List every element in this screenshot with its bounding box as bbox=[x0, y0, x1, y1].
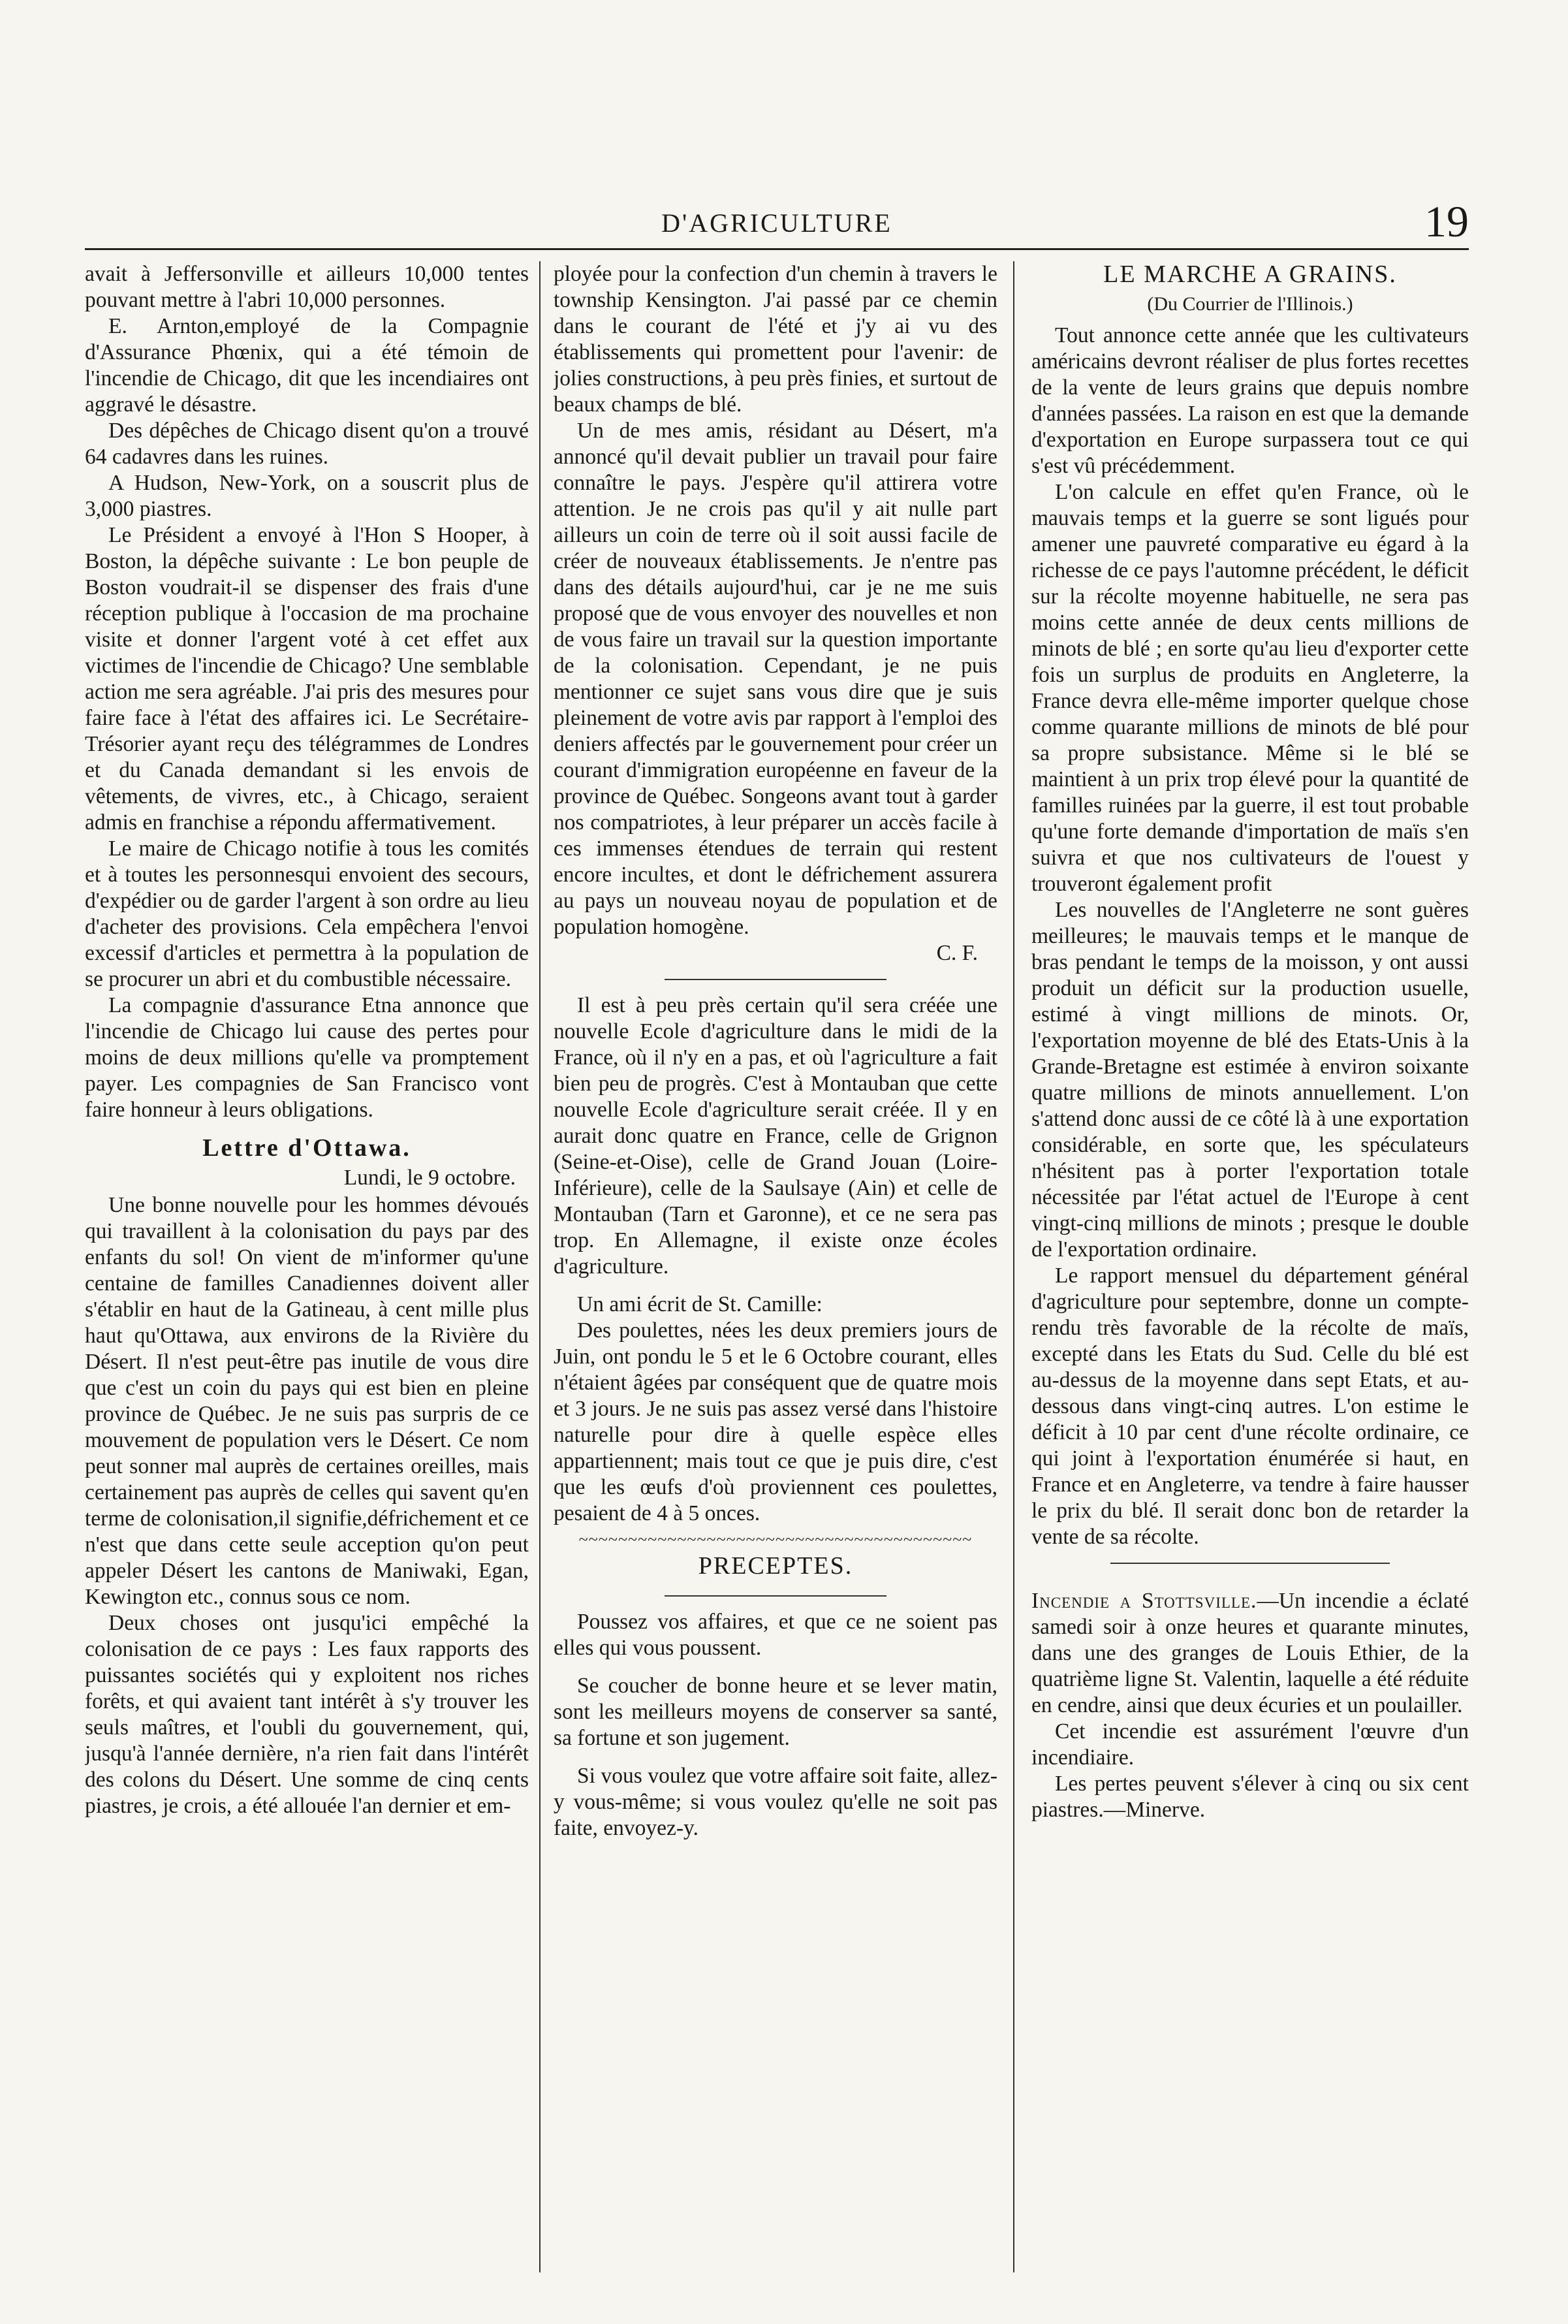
paragraph: Deux choses ont jusqu'ici empêché la colonisation de ce pays : Les faux rapports des puissantes sociétés qui y exploitent nos riches forêts, et qui avaient tant intérêt à s'y trouver les seuls maîtres, et l'oubli du gouvernement, qui, jusqu'à l'année dernière, n'a rien fait dans l'intérêt des colons du Désert. Une somme de cinq cents piastres, je crois, a été allouée l'an dernier et em- bbox=[85, 1611, 529, 1818]
section-heading: Lettre d'Ottawa. bbox=[202, 1134, 411, 1162]
section-heading: LE MARCHE A GRAINS. bbox=[1103, 261, 1397, 288]
dateline: Lundi, le 9 octobre. bbox=[343, 1166, 516, 1190]
paragraph: A Hudson, New-York, on a souscrit plus de 3,000 piastres. bbox=[85, 471, 529, 521]
running-title: D'AGRICULTURE bbox=[661, 208, 892, 238]
source-credit: (Du Courrier de l'Illinois.) bbox=[1147, 293, 1353, 315]
spacer bbox=[554, 1661, 997, 1673]
separator-rule bbox=[1031, 1550, 1469, 1576]
paragraph: Un de mes amis, résidant au Désert, m'a annoncé qu'il devait publier un travail pour faire connaître le pays. J'espère qu'il attirera votre attention. Je ne crois pas qu'il y ait nulle part ailleurs un coin de terre où il soit aussi facile de créer de nouveaux établissements. Je n'entre pas dans des détails aujourd'hui, car je ne me suis proposé que de vous envoyer des nouvelles et non de vous faire un travail sur la question importante de la colonisation. Cependant, je ne puis mentionner ce sujet sans vous dire que je suis pleinement de votre avis par rapport à l'emploi des deniers affectés par le gouvernement pour créer un courant d'immigration européenne en faveur de la province de Québec. Songeons avant tout à garder nos compatriotes, à leur préparer un accès facile à ces immenses étendues de terrain qui restent encore incultes, et dont le défrichement assurera au pays un nouveau noyau de population et de population homogène. bbox=[554, 419, 997, 939]
paragraph: Se coucher de bonne heure et se lever matin, sont les meilleurs moyens de conserver sa santé, sa fortune et son jugement. bbox=[554, 1674, 997, 1750]
page-number: 19 bbox=[1424, 197, 1469, 246]
paragraph: avait à Jeffersonville et ailleurs 10,000 tentes pouvant mettre à l'abri 10,000 personnes. bbox=[85, 262, 529, 312]
paragraph: Le Président a envoyé à l'Hon S Hooper, à Boston, la dépêche suivante : Le bon peuple de Boston voudrait-il se dispenser des frais d'une réception publique à l'occasion de ma prochaine visite et donner l'argent voté à cet effet aux victimes de l'incendie de Chicago? Une semblable action me sera agréable. J'ai pris des mesures pour faire face à l'état des affaires ici. Le Secrétaire-Trésorier ayant reçu des télégrammes de Londres et du Canada demandant si les envois de vêtements, de vivres, etc., à Chicago, seraient admis en franchise a répondu affermativement. bbox=[85, 523, 529, 835]
column-1 bbox=[85, 261, 529, 2272]
page-header bbox=[85, 193, 1469, 246]
spacer bbox=[1031, 1576, 1469, 1588]
wavy-separator: ~~~~~~~~~~~~~~~~~~~~~~~~~~~~~~~~~~~~~~~~ bbox=[578, 1530, 973, 1549]
spacer bbox=[85, 1123, 529, 1135]
column-3 bbox=[1031, 261, 1469, 2272]
separator-rule bbox=[554, 966, 997, 993]
spacer bbox=[554, 1751, 997, 1763]
paragraph: Des dépêches de Chicago disent qu'on a trouvé 64 cadavres dans les ruines. bbox=[85, 419, 529, 469]
news-item-body: —Un incendie a éclaté samedi soir à onze heures et quarante minutes, dans une des granges de Louis Ethier, de la quatrième ligne St. Valentin, laquelle a été réduite en cendre, ainsi que deux écuries et un poulailler. bbox=[1031, 1589, 1469, 1717]
paragraph: Les nouvelles de l'Angleterre ne sont guères meilleures; le mauvais temps et le manque de bras pendant le temps de la moisson, y ont aussi produit un déficit sur la production usuelle, estimé à vingt millions de minots. Or, l'exportation moyenne de blé des Etats-Unis à la Grande-Bretagne est estimée à environ soixante quatre millions de minots annuellement. L'on s'attend donc aussi de ce côté là à une exportation considérable, en sorte que, les spéculateurs n'hésitent pas à porter l'exportation totale nécessitée par l'état actuel de l'Europe à cent vingt-cinq millions de minots ; presque le double de l'exportation ordinaire. bbox=[1031, 898, 1469, 1262]
column-divider-2 bbox=[1013, 261, 1014, 2272]
paragraph: Un ami écrit de St. Camille: bbox=[577, 1292, 823, 1316]
paragraph: Le maire de Chicago notifie à tous les comités et à toutes les personnesqui envoient des secours, d'expédier ou de garder l'argent à son ordre au lieu d'acheter des provisions. Cela empêchera l'envoi excessif d'articles et permettra à la population de se procurer un abri et du combustible nécessaire. bbox=[85, 836, 529, 991]
paragraph: Si vous voulez que votre affaire soit faite, allez-y vous-même; si vous voulez qu'elle ne soit pas faite, envoyez-y. bbox=[554, 1764, 997, 1840]
spacer bbox=[554, 1280, 997, 1292]
separator-rule bbox=[554, 1583, 997, 1609]
paragraph: La compagnie d'assurance Etna annonce que l'incendie de Chicago lui cause des pertes pour moins de deux millions qu'elle va promptement payer. Les compagnies de San Francisco vont faire honneur à leurs obligations. bbox=[85, 993, 529, 1122]
paragraph bbox=[1031, 1588, 1469, 1719]
column-2 bbox=[554, 261, 997, 2272]
paragraph: Cet incendie est assurément l'œuvre d'un incendiaire. bbox=[1031, 1719, 1469, 1770]
paragraph: Les pertes peuvent s'élever à cinq ou six cent piastres.—Minerve. bbox=[1031, 1772, 1469, 1822]
paragraph: Il est à peu près certain qu'il sera créée une nouvelle Ecole d'agriculture dans le midi de la France, où il n'y en a pas, et où l'agriculture a fait bien peu de progrès. C'est à Montauban que cette nouvelle Ecole d'agriculture serait créée. Il y en aurait donc quatre en France, celle de Grignon (Seine-et-Oise), celle de Grand Jouan (Loire-Inférieure), celle de la Saulsaye (Ain) et celle de Montauban (Tarn et Garonne), et ce ne sera pas trop. En Allemagne, il existe onze écoles d'agriculture. bbox=[554, 993, 997, 1279]
header-rule bbox=[85, 248, 1469, 250]
paragraph: L'on calcule en effet qu'en France, où le mauvais temps et la guerre se sont ligués pour amener une pauvreté comparative eu égard à la richesse de ce pays l'automne précédent, le déficit sur la récolte moyenne habituelle, ne sera pas moins cette année de deux cents millions de minots de blé ; en sorte qu'au lieu d'exporter cette fois un surplus de produits en Angleterre, la France devra elle-même importer quelque chose comme quarante millions de minots de blé pour sa propre subsistance. Même si le blé se maintient à un prix trop élevé pour la quantité de familles ruinées par la guerre, il est tout probable qu'une forte demande d'importation de maïs s'en suivra et que nos cultivateurs de l'ouest y trouveront également profit bbox=[1031, 480, 1469, 896]
section-heading: PRECEPTES. bbox=[698, 1552, 853, 1580]
signature: C. F. bbox=[936, 941, 978, 965]
column-divider-1 bbox=[539, 261, 541, 2272]
paragraph: Des poulettes, nées les deux premiers jours de Juin, ont pondu le 5 et le 6 Octobre courant, elles n'étaient âgées par conséquent que de quatre mois et 3 jours. Je ne suis pas assez versé dans l'histoire naturelle pour dire à quelle espèce elles appartiennent; mais tout ce que je puis dire, c'est que les œufs d'où proviennent ces poulettes, pesaient de 4 à 5 onces. bbox=[554, 1318, 997, 1525]
paragraph: Le rapport mensuel du département général d'agriculture pour septembre, donne un compte-rendu très favorable de la récolte de maïs, excepté dans les Etats du Sud. Celle du blé est au-dessus de la moyenne dans sept Etats, et au-dessous dans vingt-cinq autres. L'on estime le déficit à 10 par cent d'une récolte ordinaire, ce qui joint à l'exportation énumérée si haut, en France et en Angleterre, va tendre à faire hausser le prix du blé. Il serait donc bon de retarder la vente de sa récolte. bbox=[1031, 1264, 1469, 1549]
news-item-title: Incendie a Stottsville. bbox=[1031, 1589, 1257, 1613]
paragraph: Tout annonce cette année que les cultivateurs américains devront réaliser de plus fortes recettes de la vente de leurs grains que depuis nombre d'années passées. La raison en est que la demande d'exportation en Europe surpassera tout ce qui s'est vû précédemment. bbox=[1031, 323, 1469, 478]
paragraph: E. Arnton,employé de la Compagnie d'Assurance Phœnix, qui a été témoin de l'incendie de Chicago, dit que les incendiaires ont aggravé le désastre. bbox=[85, 314, 529, 417]
paragraph: Poussez vos affaires, et que ce ne soient pas elles qui vous poussent. bbox=[554, 1610, 997, 1660]
paragraph: ployée pour la confection d'un chemin à travers le township Kensington. J'ai passé par ce chemin dans le courant de l'été et j'y ai vu des établissements qui promettent pour l'avenir: de jolies constructions, à peu près finies, et surtout de beaux champs de blé. bbox=[554, 262, 997, 417]
paragraph: Une bonne nouvelle pour les hommes dévoués qui travaillent à la colonisation du pays par des enfants du sol! On vient de m'informer qu'une centaine de familles Canadiennes doivent aller s'établir en haut de la Gatineau, à cent mille plus haut qu'Ottawa, aux environs de la Rivière du Désert. Il n'est peut-être pas inutile de vous dire que c'est un coin du pays qui est bien en pleine province de Québec. Je ne suis pas surpris de ce mouvement de population vers le Désert. Ce nom peut sonner mal auprès de certaines oreilles, mais certainement pas auprès de celles qui savent qu'en terme de colonisation,il signifie,défrichement et ce n'est que dans cette seule acception qu'on peut appeler Désert les cantons de Maniwaki, Egan, Kewington etc., connus sous ce nom. bbox=[85, 1193, 529, 1609]
